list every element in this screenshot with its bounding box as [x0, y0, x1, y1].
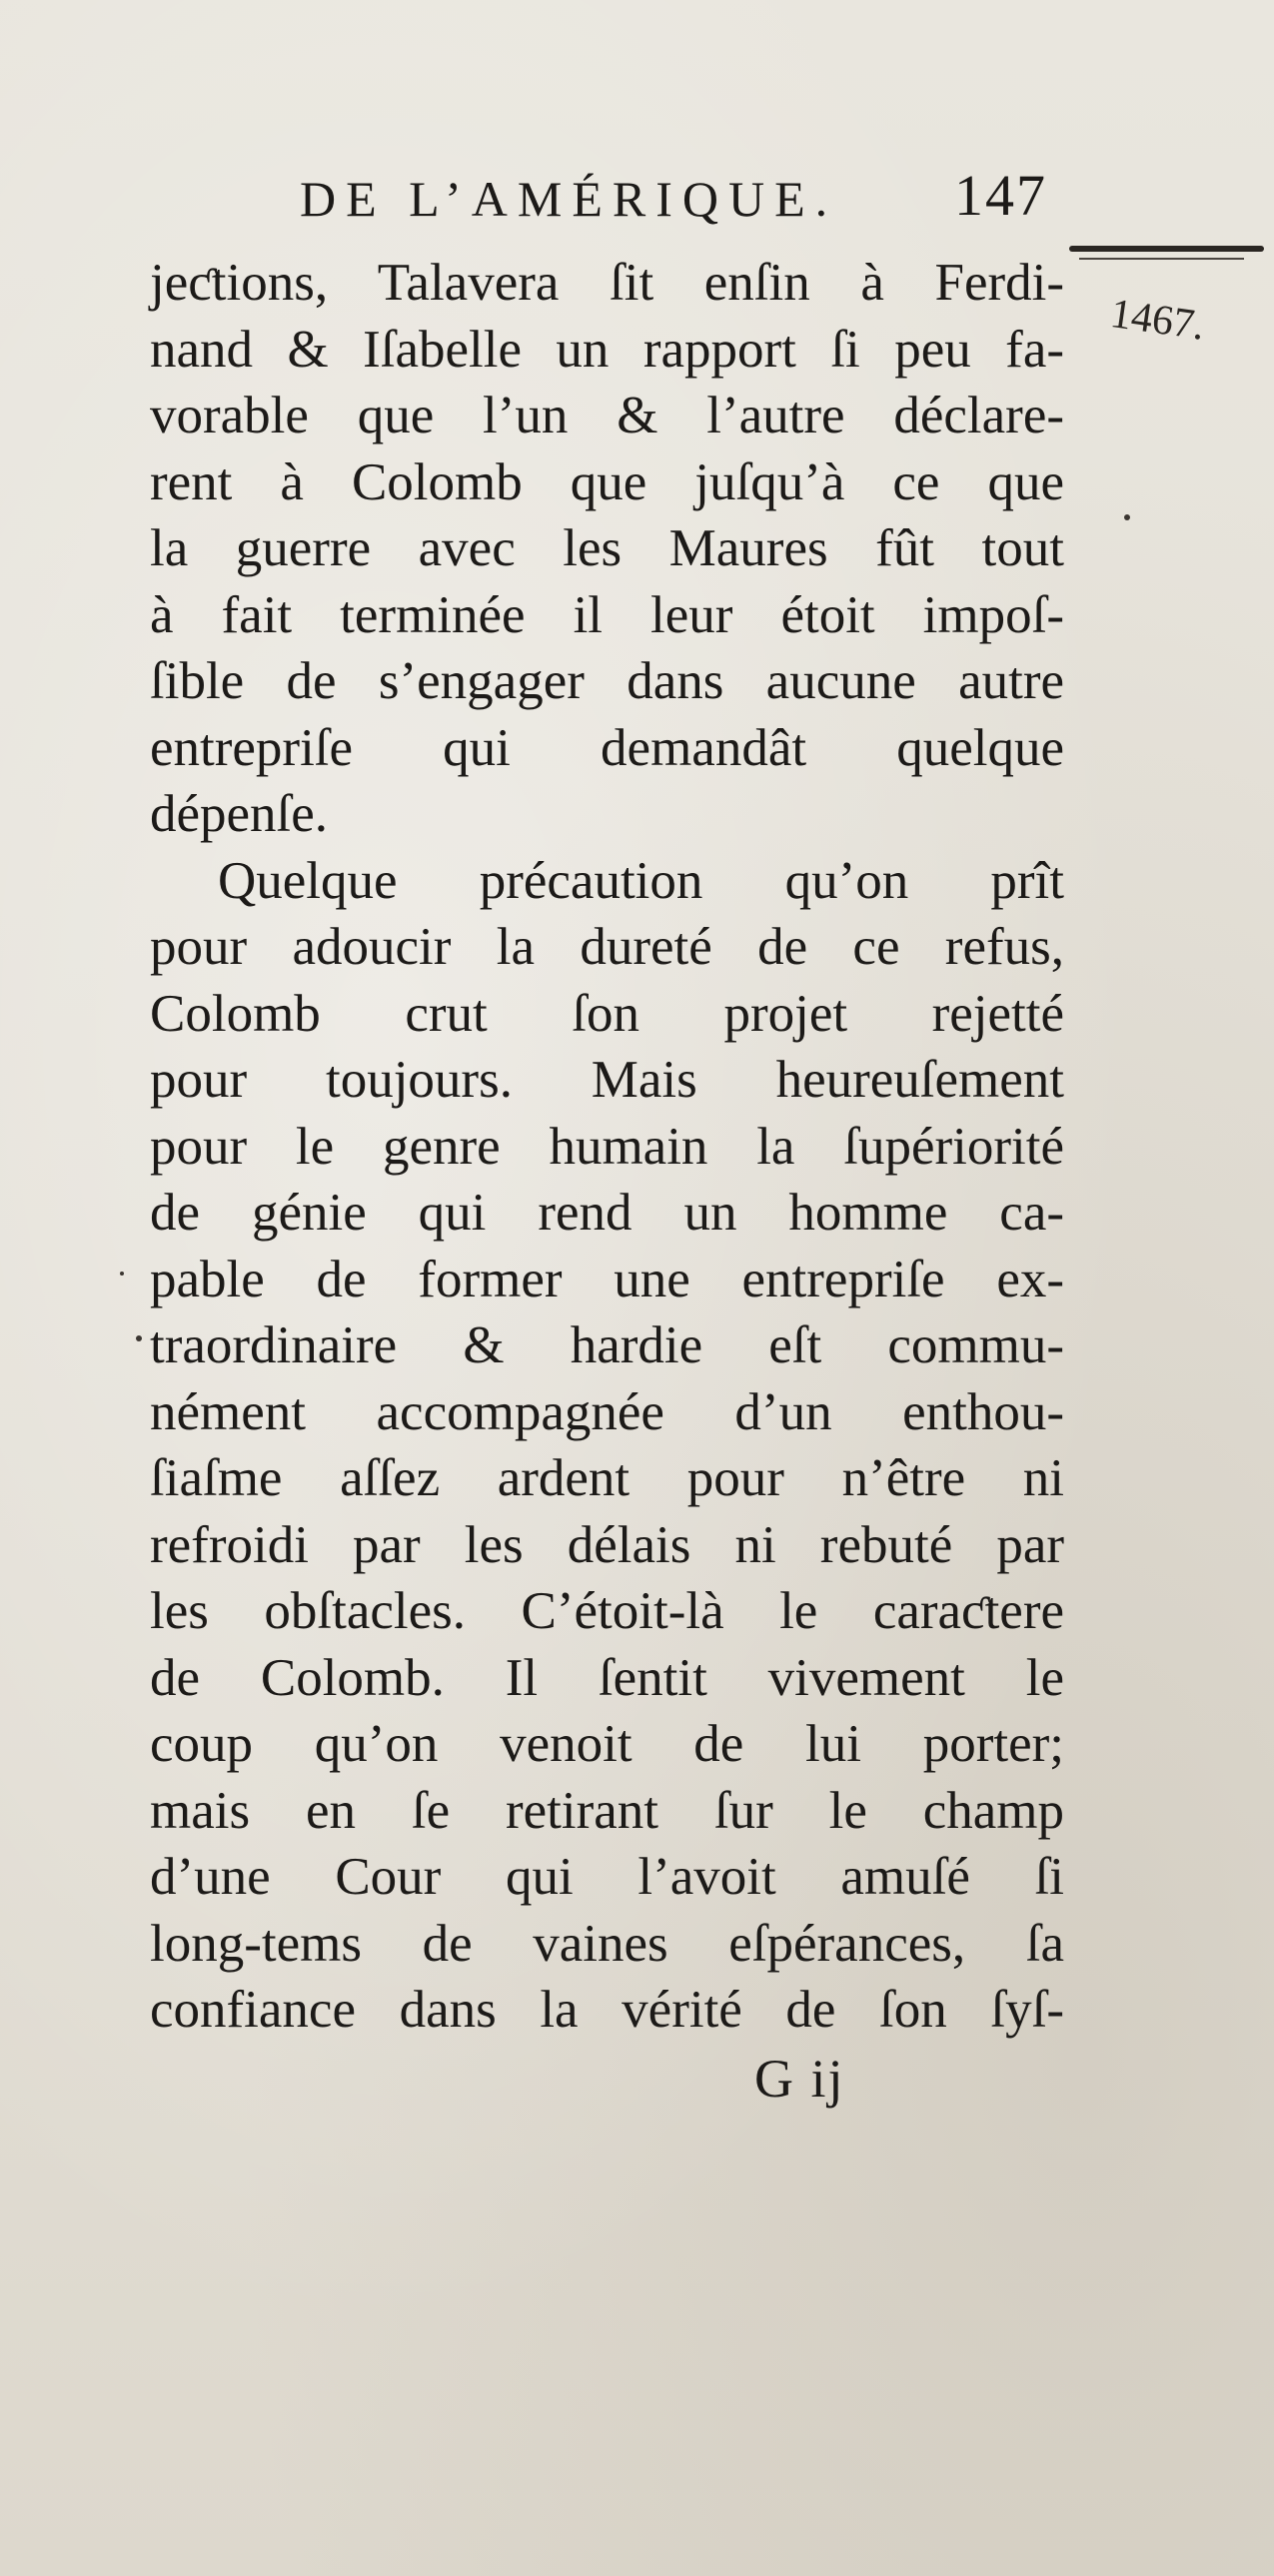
text-line: nément accompagnée d’un enthou-: [150, 1382, 1064, 1441]
paragraph-1: [150, 250, 1064, 848]
paragraph-2: [150, 848, 1064, 2044]
text-line: vorable que l’un & l’autre déclare-: [150, 387, 1064, 444]
text-line: de Colomb. Il ſentit vivement le: [150, 1648, 1064, 1707]
text-line: rent à Colomb que juſqu’à ce que: [150, 452, 1064, 511]
text-line: Colomb crut ſon projet rejetté: [150, 984, 1064, 1043]
text-line: dépenſe.: [150, 785, 329, 843]
ink-speck: [1124, 514, 1130, 520]
running-title: DE L’AMÉRIQUE.: [300, 171, 838, 227]
body-text: [150, 250, 1064, 2044]
text-line: refroidi par les délais ni rebuté par: [150, 1515, 1064, 1574]
margin-year-note: 1467.: [1107, 290, 1208, 350]
text-line: pour adoucir la dureté de ce refus,: [150, 918, 1064, 976]
text-line: jeƈtions, Talavera ſit enſin à Ferdi-: [150, 254, 1064, 312]
page-number: 147: [954, 163, 1047, 228]
text-line: les obſtacles. C’étoit-là le caraƈtere: [150, 1582, 1064, 1640]
text-line: nand & Iſabelle un rapport ſi peu fa-: [150, 320, 1064, 379]
text-line: ſiaſme aſſez ardent pour n’être ni: [150, 1449, 1064, 1507]
ink-speck: [120, 1272, 124, 1276]
text-line: long-tems de vaines eſpérances, ſa: [150, 1914, 1064, 1973]
text-line: traordinaire & hardie eſt commu-: [150, 1316, 1064, 1374]
margin-rule-thin: [1079, 258, 1244, 260]
text-line: pour le genre humain la ſupériorité: [150, 1117, 1064, 1176]
text-line: pour toujours. Mais heureuſement: [150, 1051, 1064, 1109]
text-line: coup qu’on venoit de lui porter;: [150, 1715, 1064, 1773]
text-line: entrepriſe qui demandât quelque: [150, 718, 1064, 777]
text-line: la guerre avec les Maures fût tout: [150, 519, 1064, 577]
text-line: d’une Cour qui l’avoit amuſé ſi: [150, 1848, 1064, 1906]
text-line: ſible de s’engager dans aucune autre: [150, 652, 1064, 710]
margin-rule: [1069, 246, 1264, 252]
text-line: pable de former une entrepriſe ex-: [150, 1250, 1064, 1308]
ink-speck: [136, 1335, 142, 1341]
text-line: confiance dans la vérité de ſon ſyſ-: [150, 1981, 1064, 2039]
text-line: de génie qui rend un homme ca-: [150, 1184, 1064, 1242]
text-line: mais en ſe retirant ſur le champ: [150, 1781, 1064, 1840]
text-line: à fait terminée il leur étoit impoſ-: [150, 585, 1064, 644]
signature-mark: G ij: [754, 2049, 845, 2109]
text-line: Quelque précaution qu’on prît: [218, 851, 1064, 910]
